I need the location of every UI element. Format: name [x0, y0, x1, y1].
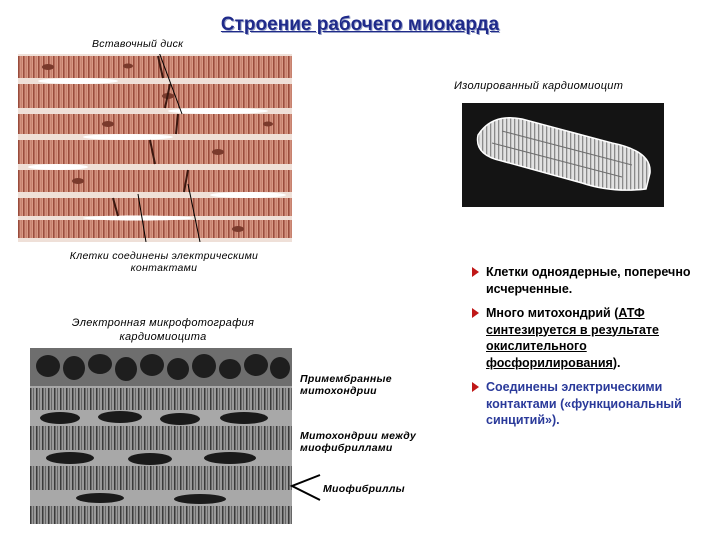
bullet-text-mitochondria-suffix: ).	[612, 355, 621, 370]
intermyofibrillar-mitochondria-label: Митохондрии между миофибриллами	[300, 430, 417, 454]
red-triangle-arrow-icon	[472, 382, 479, 392]
myocardium-tissue-illustration	[18, 54, 292, 242]
isolated-cardiomyocyte-label: Изолированный кардиомиоцит	[454, 80, 624, 92]
bullet-item	[472, 379, 712, 429]
red-triangle-arrow-icon	[472, 308, 479, 318]
cells-connected-label: Клетки соединены электрическими контактами	[69, 250, 259, 274]
bullet-list	[472, 264, 712, 437]
slide-title: Строение рабочего миокарда	[220, 14, 500, 35]
bullet-text-atp-synthesis: АТФ синтезируется в результате окислительного фосфорилирования	[486, 306, 659, 370]
submembrane-mitochondria-label: Примембранные митохондрии	[300, 373, 392, 397]
bullet-text-single-nucleus: Клетки одноядерные, поперечно исчерченные.	[486, 265, 691, 296]
electron-micrograph	[30, 348, 292, 524]
myofibrils-label: Миофибриллы	[323, 483, 405, 495]
bullet-item	[472, 264, 712, 297]
electron-micrograph-caption: Электронная микрофотография кардиомиоцита	[71, 317, 255, 343]
bullet-item	[472, 305, 712, 371]
red-triangle-arrow-icon	[472, 267, 479, 277]
bullet-text-electrical-contacts: Соединены электрическими контактами («функциональный синцитий»).	[486, 380, 682, 427]
bullet-text-mitochondria-prefix: Много митохондрий (	[486, 306, 619, 320]
isolated-cardiomyocyte-photo	[462, 103, 664, 207]
intercalated-disc-label: Вставочный диск	[92, 38, 184, 50]
